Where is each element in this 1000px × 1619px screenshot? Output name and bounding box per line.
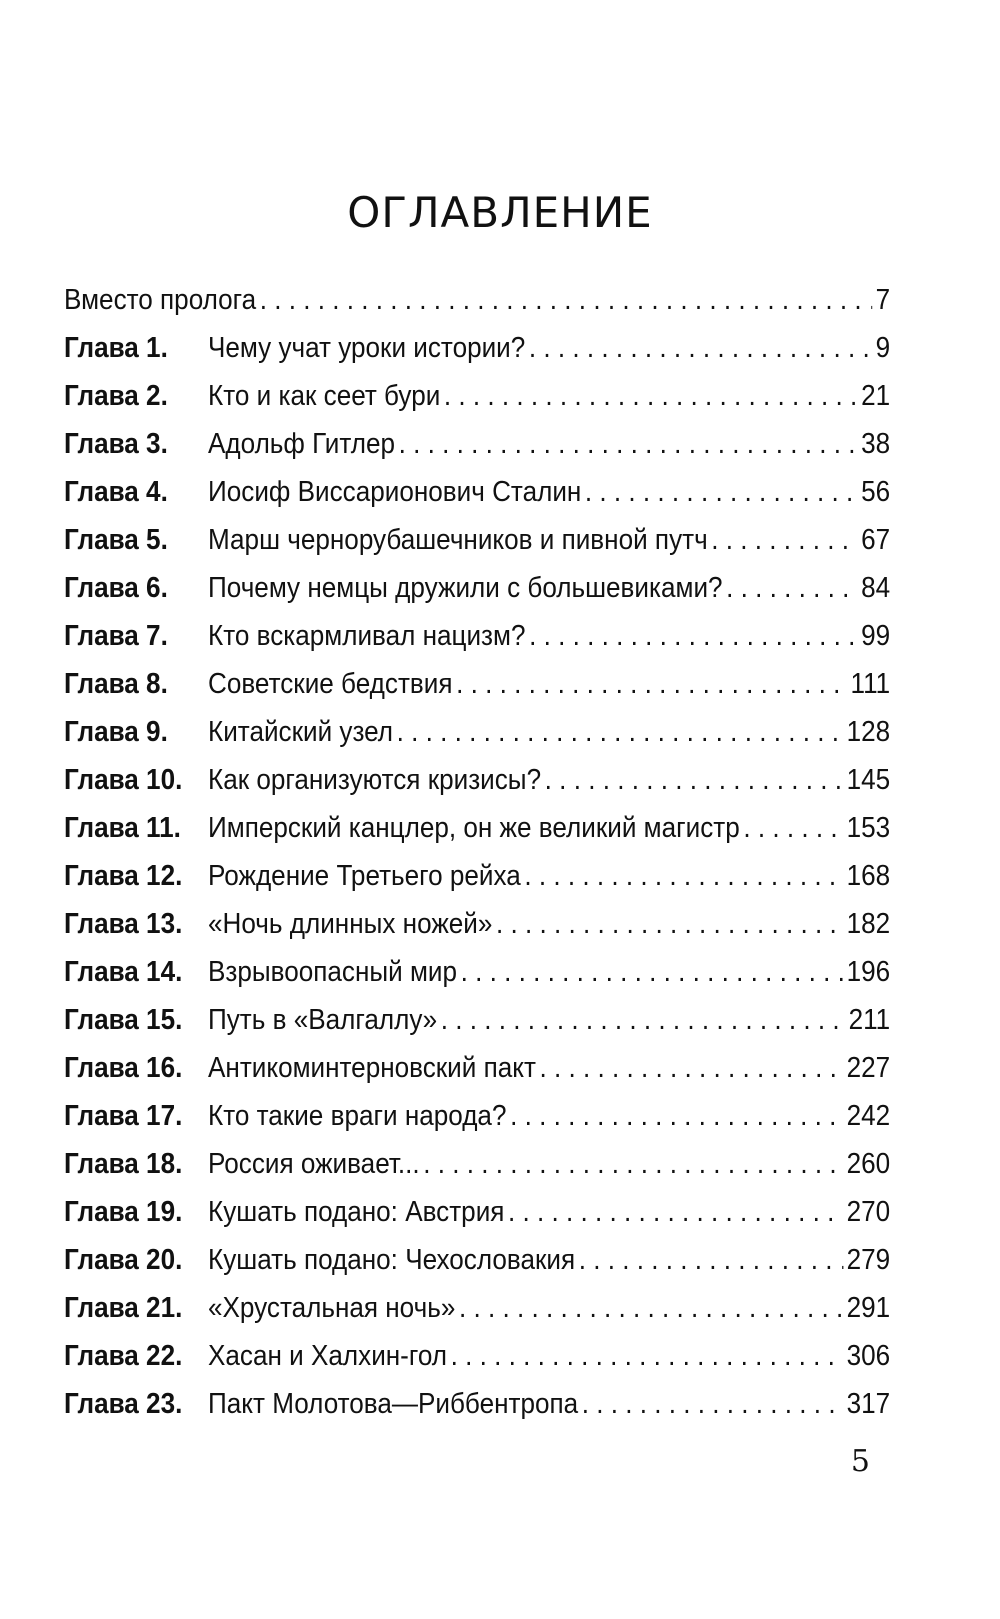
dot-leader [529,620,857,653]
chapter-label: Глава 21. [64,1292,183,1324]
chapter-label: Глава 20. [64,1244,183,1276]
chapter-title: Чему учат уроки истории? [208,332,526,364]
dot-leader [461,956,843,989]
toc-entry [64,620,890,668]
chapter-title: Кто вскармливал нацизм? [208,620,526,652]
chapter-label: Глава 11. [64,812,181,844]
toc-entry [64,1388,890,1436]
page-ref: 128 [846,716,891,748]
page-ref: 260 [846,1148,891,1180]
chapter-title: Хасан и Халхин-гол [208,1340,447,1372]
dot-leader [524,860,843,893]
chapter-label: Глава 4. [64,476,168,508]
chapter-label: Глава 9. [64,716,168,748]
toc-entry [64,908,890,956]
toc-entry [64,380,890,428]
dot-leader [540,1052,844,1085]
chapter-title: Китайский узел [208,716,394,748]
dot-leader [399,428,858,461]
chapter-label: Глава 8. [64,668,168,700]
page-ref: 67 [861,524,891,556]
page-ref: 279 [846,1244,891,1276]
chapter-title: Марш чернорубашечников и пивной путч [208,524,708,556]
chapter-title: «Хрустальная ночь» [208,1292,456,1324]
chapter-label: Глава 13. [64,908,183,940]
page-ref: 196 [846,956,891,988]
toc-entry [64,860,890,908]
chapter-title: Кушать подано: Чехословакия [208,1244,576,1276]
toc-entry [64,668,890,716]
dot-leader [508,1196,843,1229]
chapter-label: Глава 10. [64,764,183,796]
toc-entry [64,524,890,572]
dot-leader [510,1100,843,1133]
chapter-label: Глава 16. [64,1052,183,1084]
dot-leader [711,524,857,557]
dot-leader [444,380,858,413]
toc-entry [64,428,890,476]
chapter-title: Кто такие враги народа? [208,1100,507,1132]
chapter-title: Почему немцы дружили с большевиками? [208,572,723,604]
chapter-title: Советские бедствия [208,668,453,700]
toc-entry [64,1004,890,1052]
page-ref: 21 [861,380,891,412]
dot-leader [423,1148,843,1181]
page-ref: 111 [850,668,891,700]
page-ref: 145 [846,764,891,796]
chapter-title: Адольф Гитлер [208,428,396,460]
chapter-label: Глава 3. [64,428,168,460]
chapter-title: Рождение Третьего рейха [208,860,521,892]
page-ref: 153 [846,812,891,844]
toc-entry [64,332,890,380]
chapter-label: Глава 17. [64,1100,183,1132]
chapter-label: Глава 14. [64,956,183,988]
toc-entry [64,1196,890,1244]
page-ref: 9 [875,332,891,364]
chapter-title: Кушать подано: Австрия [208,1196,505,1228]
page-ref: 317 [846,1388,891,1420]
toc-entry [64,764,890,812]
toc-entry [64,1292,890,1340]
chapter-title: Антикоминтерновский пакт [208,1052,536,1084]
chapter-title: Имперский канцлер, он же великий магистр [208,812,740,844]
toc-entry [64,476,890,524]
dot-leader [585,476,858,509]
page-ref: 168 [846,860,891,892]
table-of-contents [64,284,890,1436]
page-title: ОГЛАВЛЕНИЕ [347,188,653,237]
toc-entry [64,812,890,860]
chapter-title: Иосиф Виссарионович Сталин [208,476,582,508]
page-ref: 306 [846,1340,891,1372]
chapter-label: Глава 5. [64,524,168,556]
page-ref: 291 [846,1292,891,1324]
page-number: 5 [850,1444,870,1479]
toc-entry [64,572,890,620]
toc-entry [64,1100,890,1148]
page-ref: 99 [861,620,891,652]
dot-leader [582,1388,843,1421]
dot-leader [743,812,843,845]
chapter-title: Как организуются кризисы? [208,764,542,796]
toc-entry [64,1052,890,1100]
chapter-title: «Ночь длинных ножей» [208,908,493,940]
dot-leader [496,908,843,941]
chapter-title: Кто и как сеет бури [208,380,441,412]
chapter-title: Пакт Молотова—Риббентропа [208,1388,579,1420]
chapter-title: Путь в «Валгаллу» [208,1004,438,1036]
page-ref: 227 [846,1052,891,1084]
toc-entry [64,1148,890,1196]
toc-entry [64,956,890,1004]
chapter-label: Глава 18. [64,1148,183,1180]
page-ref: 7 [875,284,891,316]
dot-leader [456,668,847,701]
page-ref: 38 [861,428,891,460]
chapter-label: Глава 1. [64,332,168,364]
page-ref: 270 [846,1196,891,1228]
dot-leader [441,1004,845,1037]
toc-entry [64,284,890,332]
page-ref: 242 [846,1100,891,1132]
page-ref: 211 [848,1004,891,1036]
chapter-label: Глава 15. [64,1004,183,1036]
page-ref: 56 [861,476,891,508]
dot-leader [451,1340,843,1373]
page-ref: 84 [861,572,891,604]
dot-leader [397,716,843,749]
dot-leader [579,1244,843,1277]
dot-leader [459,1292,843,1325]
chapter-label: Глава 2. [64,380,168,412]
page-ref: 182 [846,908,891,940]
toc-entry [64,716,890,764]
dot-leader [545,764,843,797]
chapter-title: Россия оживает... [208,1148,420,1180]
chapter-label: Глава 12. [64,860,183,892]
dot-leader [260,284,872,317]
chapter-label: Глава 23. [64,1388,183,1420]
chapter-title: Взрывоопасный мир [208,956,458,988]
chapter-title: Вместо пролога [64,284,257,316]
dot-leader [726,572,857,605]
chapter-label: Глава 7. [64,620,168,652]
chapter-label: Глава 19. [64,1196,183,1228]
toc-entry [64,1340,890,1388]
chapter-label: Глава 22. [64,1340,183,1372]
chapter-label: Глава 6. [64,572,168,604]
dot-leader [529,332,872,365]
toc-entry [64,1244,890,1292]
